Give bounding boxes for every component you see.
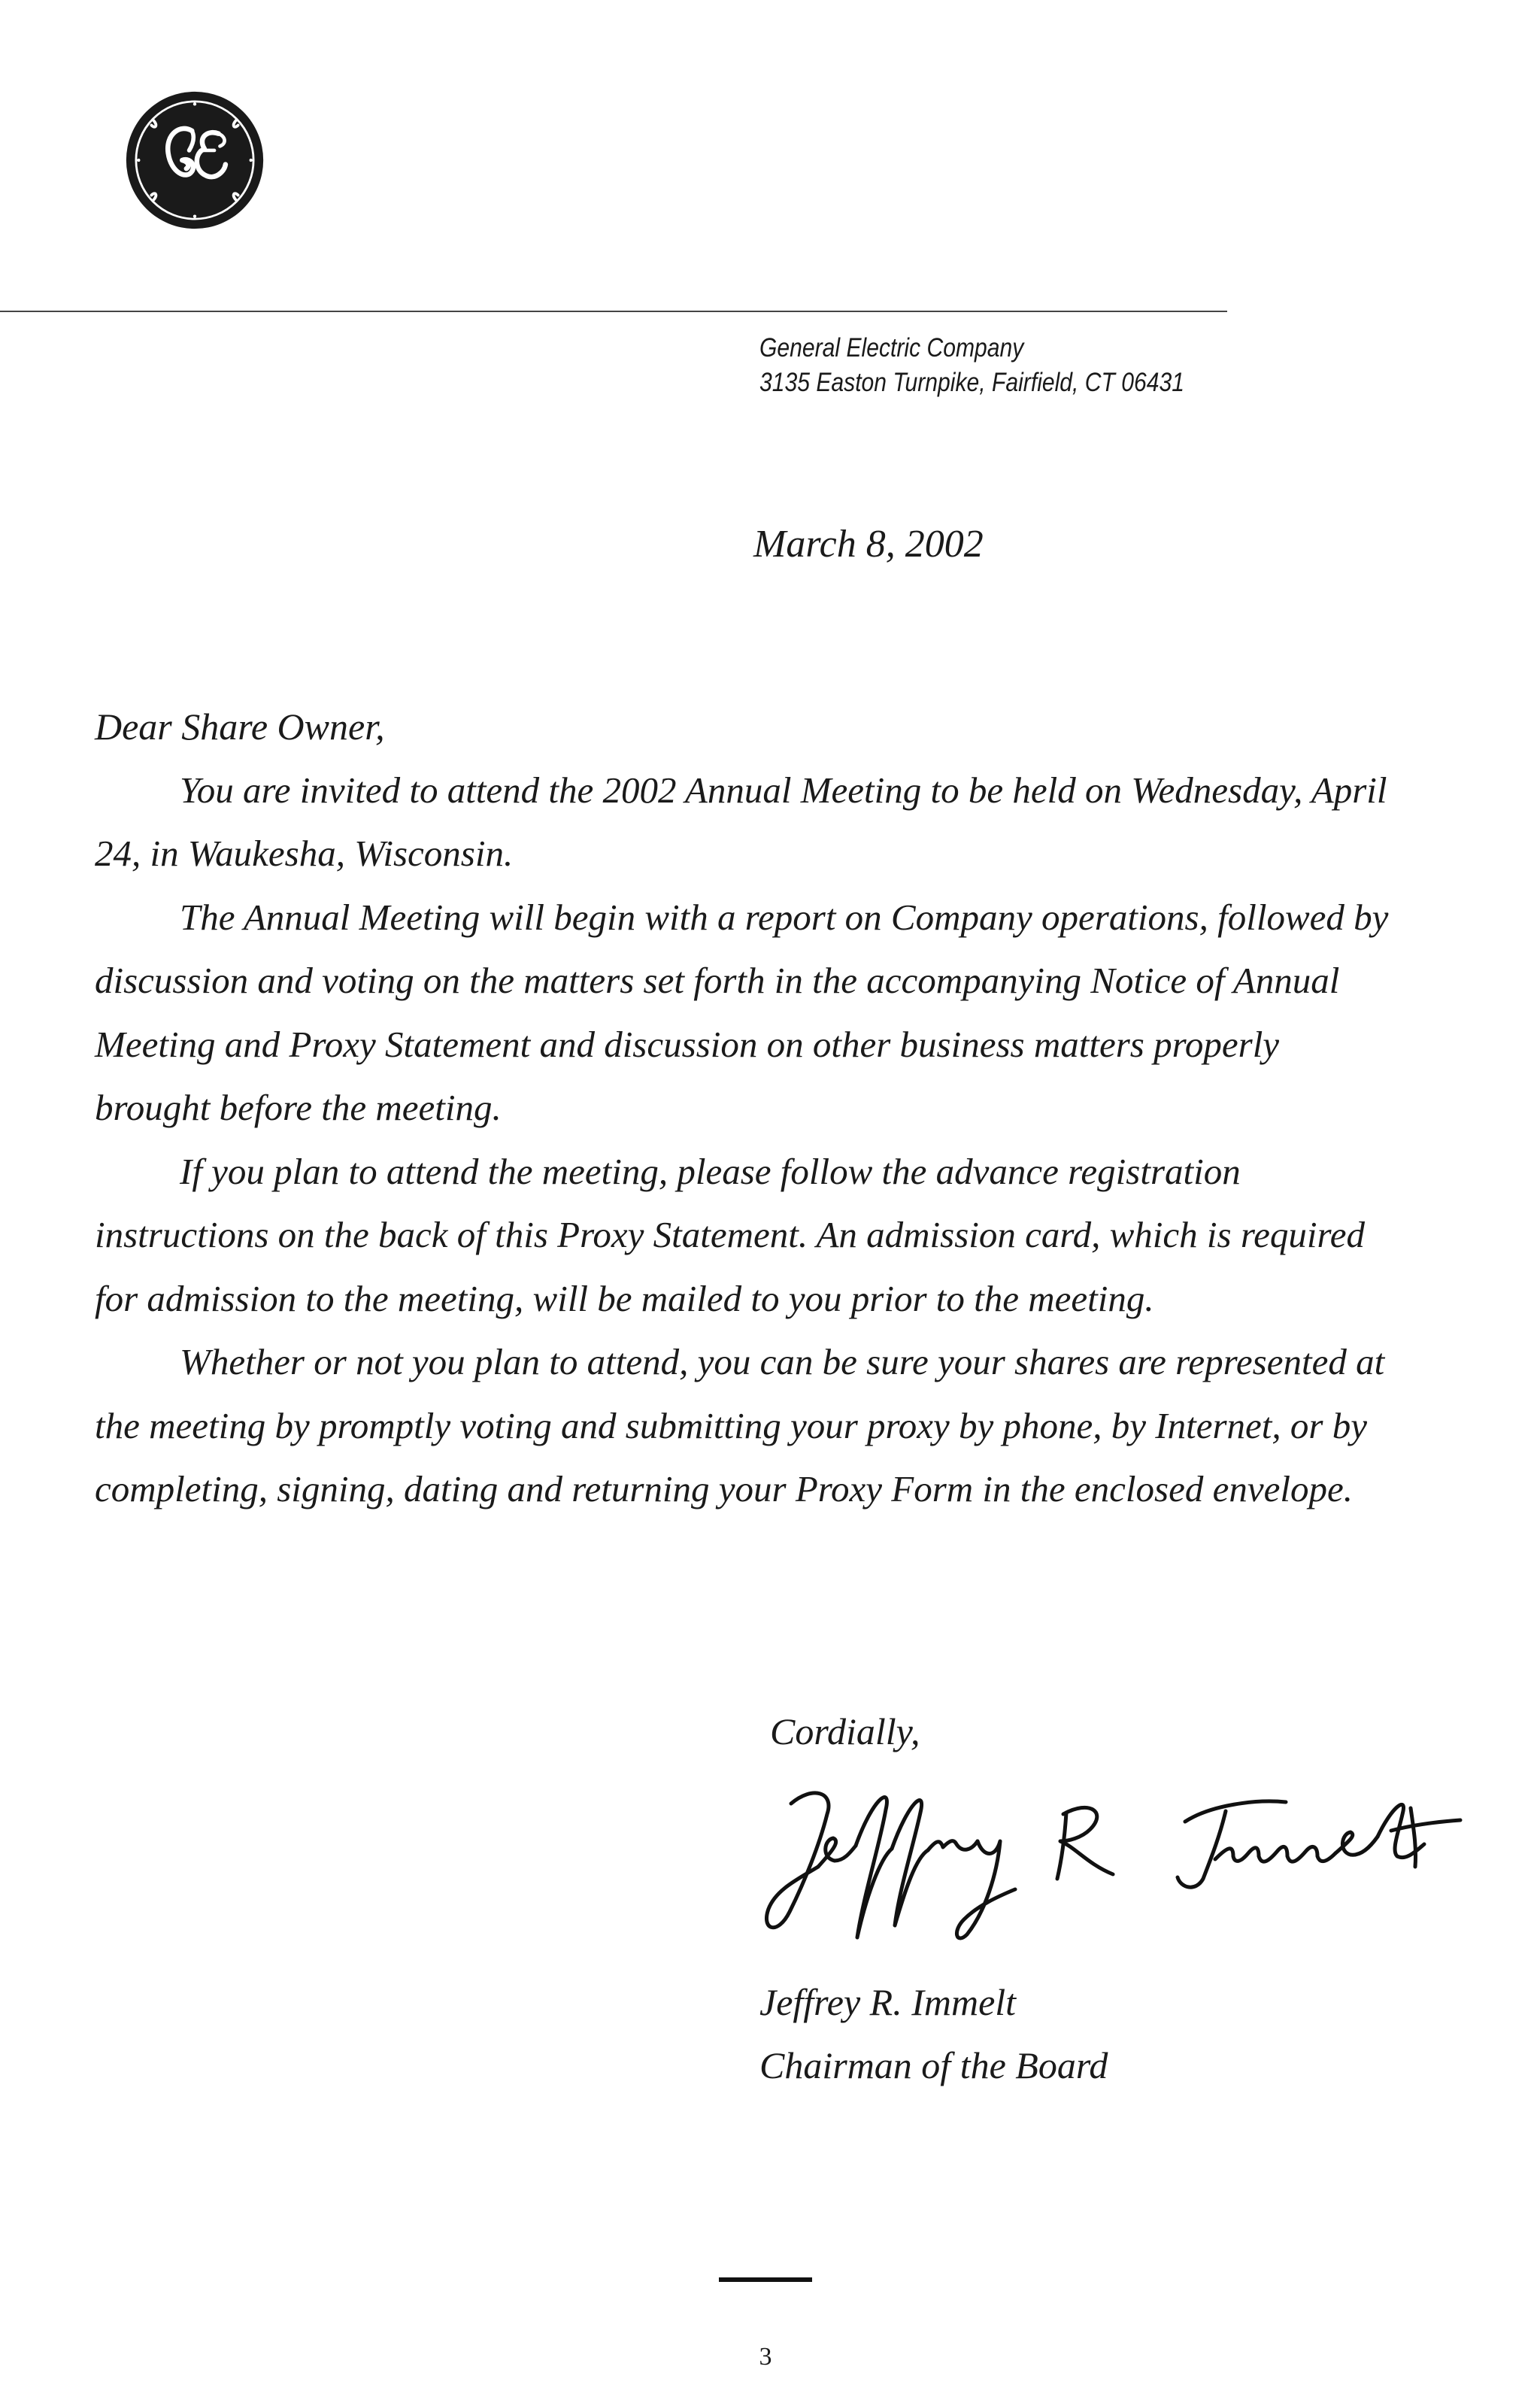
handwritten-signature bbox=[759, 1769, 1466, 1946]
paragraph-proxy-voting: Whether or not you plan to attend, you can be sure your shares are represented at the meeting by promptly voting and submitting your proxy by phone, by Internet, or by completing, signing, dating and returning your Proxy Form in the enclosed envelope. bbox=[95, 1341, 1385, 1509]
paragraph-registration: If you plan to attend the meeting, please follow the advance registration instructions on the back of this Proxy Statement. An admission card, which is required for admission to the meeting, will be mailed to you prior to the meeting. bbox=[95, 1150, 1365, 1319]
company-name: General Electric Company bbox=[759, 333, 1024, 363]
ge-logo-icon bbox=[125, 90, 265, 230]
paragraph-invitation: You are invited to attend the 2002 Annual Meeting to be held on Wednesday, April 24, in Waukesha, Wisconsin. bbox=[95, 769, 1387, 874]
letter-date: March 8, 2002 bbox=[753, 523, 984, 566]
footer-divider bbox=[719, 2277, 812, 2282]
signer-name: Jeffrey R. Immelt bbox=[759, 1981, 1017, 2023]
closing: Cordially, bbox=[770, 1710, 920, 1752]
signer-block bbox=[759, 1971, 1108, 2097]
company-street-address: 3135 Easton Turnpike, Fairfield, CT 06431 bbox=[759, 368, 1184, 397]
header-divider bbox=[0, 311, 1227, 312]
signer-title: Chairman of the Board bbox=[759, 2044, 1108, 2086]
company-address-block bbox=[759, 331, 1184, 400]
paragraph-meeting-agenda: The Annual Meeting will begin with a report on Company operations, followed by discussion and voting on the matters set forth in the accompanying Notice of Annual Meeting and Proxy Statement and discussion on other business matters properly brought before the meeting. bbox=[95, 896, 1389, 1128]
letter-body bbox=[95, 695, 1396, 1522]
page-number: 3 bbox=[759, 2343, 772, 2371]
salutation: Dear Share Owner, bbox=[95, 705, 385, 748]
